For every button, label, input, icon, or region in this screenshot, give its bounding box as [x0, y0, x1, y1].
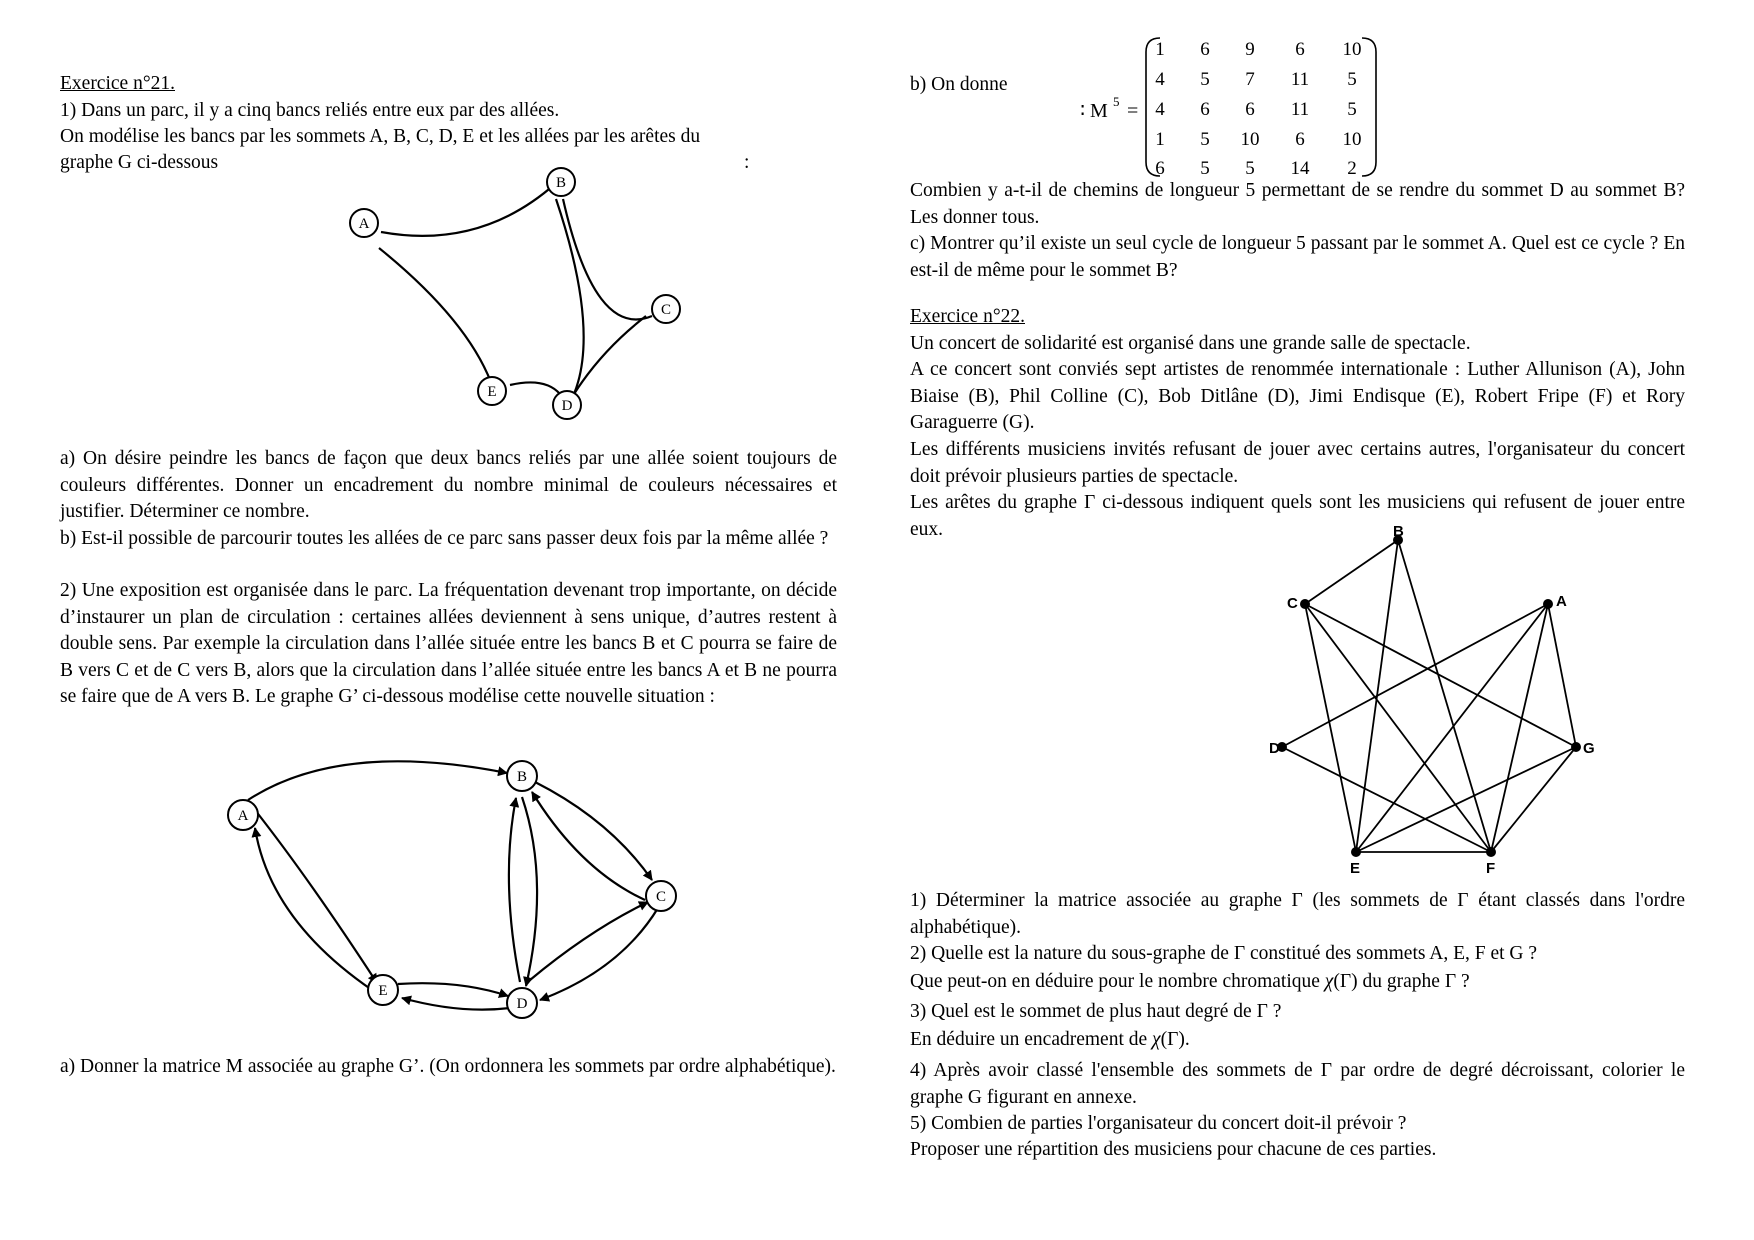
graph-g — [280, 150, 780, 440]
ex21-question-a: a) On désire peindre les bancs de façon que deux bancs reliés par une allée soient toujours de couleurs différentes. Donner un encadrement du nombre minimal de couleurs nécessaires et justifier. Déterminer ce nombre. — [60, 448, 837, 522]
arc-e-d — [398, 983, 508, 996]
exercise-22-title: Exercice n°22. — [910, 306, 1025, 327]
ex21-b-intro: b) On donne — [910, 74, 1008, 95]
graph-gamma-nodes — [1269, 523, 1595, 877]
arc-a-b — [248, 761, 507, 800]
edge-c-d — [574, 316, 646, 394]
exercise-21-title: Exercice n°21. — [60, 73, 175, 94]
arc-c-b — [532, 792, 645, 900]
svg-text:7: 7 — [1245, 69, 1255, 90]
gamma-label-d: D — [1269, 740, 1280, 757]
graph-gamma — [1269, 523, 1595, 880]
ex21-intro-line-1: 1) Dans un parc, il y a cinq bancs reliés entre eux par des allées. — [60, 100, 560, 121]
edge-c-g — [1305, 604, 1576, 747]
gamma-symbol: Γ — [1083, 492, 1096, 513]
gamma-node-e — [1351, 847, 1361, 857]
edge-d-f — [1282, 747, 1491, 852]
svg-text:1: 1 — [1155, 129, 1165, 150]
svg-text:11: 11 — [1290, 99, 1310, 120]
edge-e-g — [1356, 747, 1576, 852]
svg-text:6: 6 — [1295, 39, 1305, 60]
arc-b-d — [522, 797, 537, 986]
svg-text:10: 10 — [1240, 129, 1260, 150]
svg-text:B: B — [555, 175, 567, 191]
matrix-exponent: 5 — [1113, 94, 1120, 109]
matrix-label: M — [1090, 100, 1108, 122]
graph-g-edges — [379, 184, 652, 394]
edge-c-f — [1305, 604, 1491, 852]
edge-e-d — [510, 382, 560, 394]
edge-c-e — [1305, 604, 1356, 852]
ex22-question-3: 3) Quel est le sommet de plus haut degré de Γ ? — [910, 1001, 1282, 1022]
svg-text:5: 5 — [1200, 129, 1210, 150]
matrix-m5 — [1080, 34, 1390, 184]
matrix-right-bracket — [1362, 38, 1376, 176]
ex21-question-c-cycle: c) Montrer qu’il existe un seul cycle de longueur 5 passant par le sommet A. Quel est ce cycle ? En est-il de même pour le sommet B? — [910, 233, 1685, 281]
svg-text:11: 11 — [1290, 69, 1310, 90]
ex22-line-4: Les arêtes du graphe Γ ci-dessous indiquent quels sont les musiciens qui refusent de jouer entre eux. — [910, 492, 1686, 540]
ex22-question-2: 2) Quelle est la nature du sous-graphe de Γ constitué des sommets A, E, F et G ? — [910, 943, 1538, 964]
ex22-question-1: 1) Déterminer la matrice associée au graphe Γ (les sommets de Γ étant classés dans l'ordre alphabétique). — [910, 890, 1686, 938]
svg-text:6: 6 — [1155, 158, 1165, 179]
svg-text:A: A — [237, 808, 249, 824]
graph-g-prime-edges — [248, 761, 658, 1009]
svg-text:D: D — [516, 996, 528, 1012]
ex22-question-2-followup: Que peut-on en déduire pour le nombre chromatique χ(Γ) du graphe Γ ? — [910, 971, 1470, 992]
edge-a-e — [379, 248, 492, 385]
svg-text:B: B — [516, 769, 528, 785]
ex21-intro-line-2: On modélise les bancs par les sommets A, B, C, D, E et les allées par les arêtes du — [60, 126, 701, 147]
svg-text:5: 5 — [1200, 158, 1210, 179]
ex21-question-2: 2) Une exposition est organisée dans le parc. La fréquentation devenant trop importante, on décide d’instaurer un plan de circulation : certaines allées deviennent à sens unique, d’autres restent à double sens. Par exemple la circulation dans l’allée située entre les bancs B et C pourra se faire de B vers C et de C vers B, alors que la circulation dans l’allée située entre les bancs A et B ne pourra se faire que de A vers B. Le graphe G’ ci-dessous modélise cette nouvelle situation : — [60, 580, 837, 707]
svg-text:14: 14 — [1290, 158, 1310, 179]
graph-g-prime-node-a — [228, 800, 258, 830]
graph-g-prime-node-d — [507, 988, 537, 1018]
svg-text:2: 2 — [1347, 158, 1357, 179]
matrix-equals: = — [1127, 100, 1139, 122]
svg-text:4: 4 — [1155, 69, 1165, 90]
svg-text:6: 6 — [1200, 39, 1210, 60]
graph-g-prime-node-b — [507, 761, 537, 791]
ex21-intro-line-3: graphe G ci-dessous — [60, 152, 219, 173]
svg-text:5: 5 — [1245, 158, 1255, 179]
svg-text:E: E — [487, 384, 497, 400]
svg-text:C: C — [660, 302, 672, 318]
edge-b-c — [563, 199, 652, 319]
matrix-cells — [1155, 39, 1361, 179]
svg-text:1: 1 — [1155, 39, 1165, 60]
graph-g-node-d — [553, 391, 581, 419]
ex22-question-4: 4) Après avoir classé l'ensemble des sommets de Γ par ordre de degré décroissant, colorier le graphe G figurant en annexe. — [910, 1060, 1685, 1108]
gamma-label-c: C — [1287, 595, 1298, 612]
svg-text:D: D — [561, 398, 573, 414]
ex21-intro-colon: : — [744, 152, 750, 173]
gamma-label-b: B — [1393, 523, 1404, 540]
svg-text:4: 4 — [1155, 99, 1165, 120]
svg-text:A: A — [358, 216, 370, 232]
ex22-line-3: Les différents musiciens invités refusant de jouer avec certains autres, l'organisateur du concert doit prévoir plusieurs parties de spectacle. — [910, 439, 1685, 487]
gamma-node-a — [1543, 599, 1553, 609]
edge-b-c — [1305, 540, 1398, 604]
ex21-question-b: b) Est-il possible de parcourir toutes les allées de ce parc sans passer deux fois par la même allée ? — [60, 528, 829, 549]
graph-g-node-a — [350, 209, 378, 237]
ex22-question-3-followup: En déduire un encadrement de χ(Γ). — [910, 1029, 1190, 1050]
graph-gamma-edges — [1282, 540, 1576, 852]
graph-g-node-c — [652, 295, 680, 323]
graph-g-prime-node-c — [646, 881, 676, 911]
edge-a-g — [1548, 604, 1576, 747]
svg-text:10: 10 — [1342, 39, 1362, 60]
svg-text:E: E — [378, 983, 388, 999]
arc-d-c — [530, 902, 648, 980]
gamma-node-f — [1486, 847, 1496, 857]
graph-g-node-b — [547, 168, 575, 196]
svg-text:6: 6 — [1295, 129, 1305, 150]
ex21-question-b-paths: Combien y a-t-il de chemins de longueur 5 permettant de se rendre du sommet D au sommet B? Les donner tous. — [910, 180, 1685, 228]
ex21-question-2a: a) Donner la matrice M associée au graphe G’. (On ordonnera les sommets par ordre alphabétique). — [60, 1056, 836, 1077]
gamma-node-c — [1300, 599, 1310, 609]
ex22-line-2: A ce concert sont conviés sept artistes de renommée internationale : Luther Allunison (A), John Biaise (B), Phil Colline (C), Bob Ditlâne (D), Jimi Endisque (E), Robert Fripe (F) et Rory Garaguerre (G). — [910, 359, 1685, 433]
gamma-label-e: E — [1350, 860, 1361, 877]
svg-text:C: C — [655, 889, 667, 905]
svg-text:9: 9 — [1245, 39, 1255, 60]
gamma-node-g — [1571, 742, 1581, 752]
arc-d-b — [509, 798, 520, 982]
graph-g-node-e — [478, 377, 506, 405]
arc-e-a — [255, 828, 372, 990]
gamma-label-a: A — [1556, 593, 1567, 610]
svg-text:5: 5 — [1347, 99, 1357, 120]
svg-text:6: 6 — [1200, 99, 1210, 120]
graph-g-prime — [160, 740, 720, 1030]
ex22-question-5: 5) Combien de parties l'organisateur du concert doit-il prévoir ? — [910, 1113, 1407, 1134]
edge-a-b — [381, 184, 555, 236]
ex22-line-1: Un concert de solidarité est organisé dans une grande salle de spectacle. — [910, 333, 1471, 354]
svg-text:5: 5 — [1347, 69, 1357, 90]
graph-g-prime-node-e — [368, 975, 398, 1005]
gamma-label-g: G — [1583, 740, 1595, 757]
arc-d-e — [402, 998, 510, 1010]
svg-text:5: 5 — [1200, 69, 1210, 90]
svg-text:6: 6 — [1245, 99, 1255, 120]
arc-a-e — [255, 810, 377, 983]
ex22-question-5-followup: Proposer une répartition des musiciens pour chacune de ces parties. — [910, 1139, 1437, 1160]
arc-c-d — [540, 908, 658, 1000]
gamma-label-f: F — [1486, 860, 1496, 877]
matrix-stray-mark: ∶ — [1080, 100, 1086, 122]
svg-text:10: 10 — [1342, 129, 1362, 150]
